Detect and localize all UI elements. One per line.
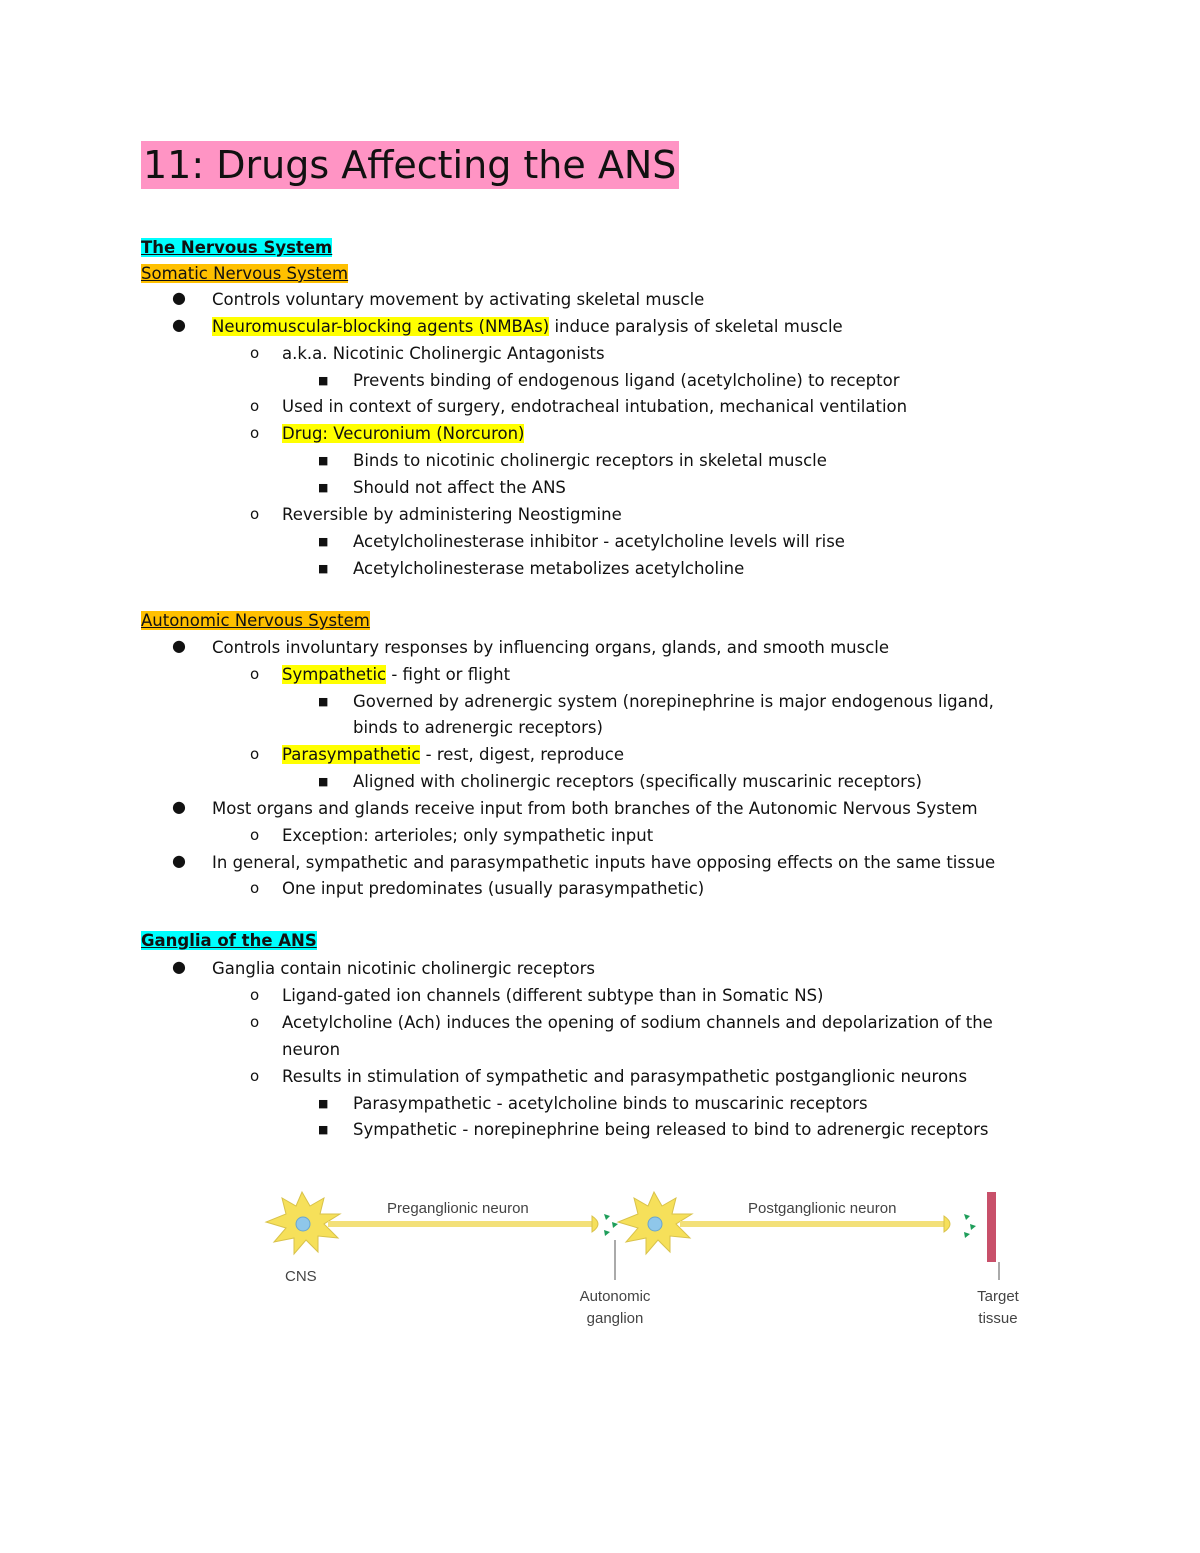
section-heading-somatic: Somatic Nervous System [141,264,349,283]
bullet-circle-icon: o [250,397,260,415]
list-item: Sympathetic - norepinephrine being released to bind to adrenergic receptors [353,1120,989,1139]
list-item: a.k.a. Nicotinic Cholinergic Antagonists [282,344,605,363]
bullet-disc-icon: ● [172,288,186,307]
list-item: In general, sympathetic and parasympathetic inputs have opposing effects on the same tissue [212,853,996,872]
section-heading-ganglia: Ganglia of the ANS [141,931,317,950]
postganglionic-terminal [944,1216,950,1232]
list-item: Prevents binding of endogenous ligand (acetylcholine) to receptor [353,371,900,390]
bullet-square-icon: ■ [318,562,329,575]
neurotransmitter-icon [604,1214,618,1236]
bullet-disc-icon: ● [172,851,186,870]
autonomic-ganglion-label: Autonomic [579,1288,651,1305]
target-tissue-label-2: tissue [978,1310,1018,1327]
preganglionic-label: Preganglionic neuron [387,1200,529,1217]
list-item: Controls voluntary movement by activating skeletal muscle [212,290,705,309]
list-item: Reversible by administering Neostigmine [282,505,622,524]
bullet-circle-icon: o [250,826,260,844]
list-item: Results in stimulation of sympathetic and parasympathetic postganglionic neurons [282,1067,968,1086]
list-item: Controls involuntary responses by influencing organs, glands, and smooth muscle [212,638,890,657]
list-item: Neuromuscular-blocking agents (NMBAs) induce paralysis of skeletal muscle [212,317,843,336]
list-item: Aligned with cholinergic receptors (specifically muscarinic receptors) [353,772,922,791]
bullet-disc-icon: ● [172,636,186,655]
list-item: Acetylcholine (Ach) induces the opening of sodium channels and depolarization of the [282,1013,993,1032]
bullet-square-icon: ■ [318,1123,329,1136]
list-item: Most organs and glands receive input from both branches of the Autonomic Nervous System [212,799,978,818]
bullet-circle-icon: o [250,745,260,763]
bullet-circle-icon: o [250,1013,260,1031]
bullet-circle-icon: o [250,505,260,523]
list-item: Parasympathetic - acetylcholine binds to muscarinic receptors [353,1094,868,1113]
bullet-circle-icon: o [250,1067,260,1085]
bullet-circle-icon: o [250,665,260,683]
list-item-continuation: binds to adrenergic receptors) [353,718,603,737]
bullet-disc-icon: ● [172,957,186,976]
neurotransmitter-icon [964,1214,976,1238]
preganglionic-axon [328,1221,594,1227]
list-item-continuation: neuron [282,1040,341,1059]
postganglionic-label: Postganglionic neuron [748,1200,897,1217]
autonomic-ganglion-label-2: ganglion [586,1310,644,1327]
bullet-circle-icon: o [250,344,260,362]
target-tissue-label: Target [977,1288,1019,1305]
bullet-disc-icon: ● [172,315,186,334]
list-item: Ganglia contain nicotinic cholinergic receptors [212,959,595,978]
cns-label: CNS [285,1268,317,1285]
section-heading-nervous-system: The Nervous System [141,238,333,257]
bullet-square-icon: ■ [318,1097,329,1110]
list-item: Should not affect the ANS [353,478,566,497]
bullet-circle-icon: o [250,424,260,442]
list-item: One input predominates (usually parasympathetic) [282,879,705,898]
postganglionic-axon [680,1221,946,1227]
bullet-circle-icon: o [250,986,260,1004]
list-item: Exception: arterioles; only sympathetic input [282,826,654,845]
list-item: Drug: Vecuronium (Norcuron) [282,424,525,443]
list-item: Used in context of surgery, endotracheal intubation, mechanical ventilation [282,397,908,416]
bullet-square-icon: ■ [318,374,329,387]
list-item: Ligand-gated ion channels (different subtype than in Somatic NS) [282,986,824,1005]
page-title: 11: Drugs Affecting the ANS [141,141,679,189]
bullet-square-icon: ■ [318,535,329,548]
list-item: Sympathetic - fight or flight [282,665,511,684]
bullet-square-icon: ■ [318,454,329,467]
bullet-square-icon: ■ [318,775,329,788]
bullet-disc-icon: ● [172,797,186,816]
bullet-square-icon: ■ [318,695,329,708]
list-item: Governed by adrenergic system (norepinephrine is major endogenous ligand, [353,692,994,711]
bullet-square-icon: ■ [318,481,329,494]
list-item: Parasympathetic - rest, digest, reproduce [282,745,624,764]
ans-neuron-diagram [258,1180,1038,1340]
target-tissue-shape [987,1192,996,1262]
preganglionic-terminal [592,1216,598,1232]
bullet-circle-icon: o [250,879,260,897]
list-item: Acetylcholinesterase metabolizes acetylcholine [353,559,745,578]
section-heading-autonomic: Autonomic Nervous System [141,611,370,630]
list-item: Binds to nicotinic cholinergic receptors in skeletal muscle [353,451,827,470]
list-item: Acetylcholinesterase inhibitor - acetylcholine levels will rise [353,532,845,551]
